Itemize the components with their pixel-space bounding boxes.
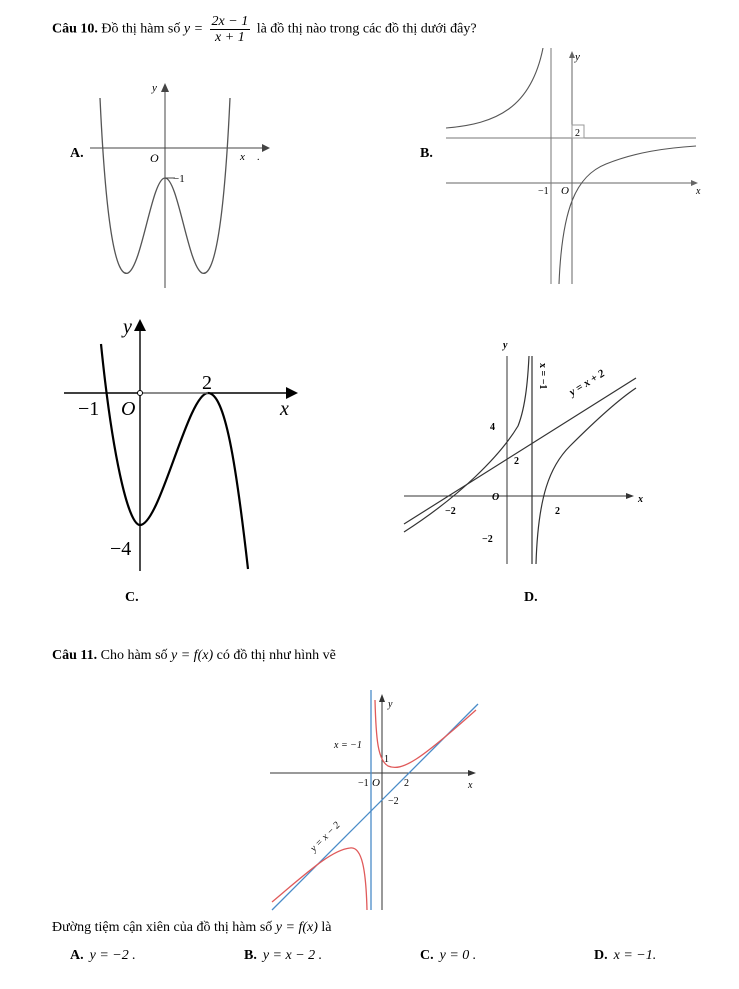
q11-text-before: Cho hàm số — [100, 648, 168, 663]
graph-d-four-label: 4 — [490, 422, 495, 433]
q11-question — [52, 920, 331, 936]
graph-b-right-branch — [559, 146, 696, 284]
graph-c-y-label: y — [123, 316, 132, 338]
graph-d-vertical-asymptote-label: x = −1 — [537, 363, 548, 390]
q11-answer-b-label: B. — [244, 948, 257, 963]
q10-option-b-label: B. — [420, 146, 433, 161]
q11-question-func: y = f(x) — [275, 920, 318, 935]
graph-d-oblique-asymptote — [404, 378, 636, 524]
graph-b-minus-one-label: −1 — [538, 186, 549, 197]
q11-question-end: là — [321, 920, 332, 935]
graph-c-curve — [101, 344, 248, 569]
q11-graph-two-label: 2 — [404, 778, 409, 789]
q10-frac-denominator: x + 1 — [215, 30, 245, 45]
graph-d-oblique-asymptote-label: y = x + 2 — [567, 367, 608, 399]
q11-answer-c[interactable] — [420, 948, 476, 964]
q11-answer-a-label: A. — [70, 948, 84, 963]
q11-number: Câu 11. — [52, 648, 98, 663]
graph-d-origin-label: O — [492, 492, 500, 503]
graph-c-two-label: 2 — [202, 372, 212, 394]
q11-graph-left-branch — [272, 848, 367, 910]
q11-answer-d[interactable] — [594, 948, 656, 964]
graph-d-two-x-label: 2 — [555, 506, 560, 517]
graph-c-origin-dot — [138, 391, 143, 396]
q11-answer-b-value: y = x − 2 . — [262, 948, 323, 963]
graph-d-minus-two-x-label: −2 — [445, 506, 456, 517]
graph-b-two-label: 2 — [575, 128, 580, 139]
q11-text-after: có đồ thị như hình vẽ — [216, 648, 336, 663]
graph-a-x-arrow — [262, 144, 270, 152]
graph-d-x-label: x — [638, 494, 643, 505]
q11-answer-c-value: y = 0 . — [439, 948, 477, 963]
q11-graph-y-label: y — [388, 699, 393, 710]
graph-a-dot: . — [257, 152, 260, 163]
q10-option-a-label: A. — [70, 146, 84, 161]
q11-graph-minus-two-label: −2 — [388, 796, 399, 807]
q11-answer-b[interactable] — [244, 948, 322, 964]
q10-option-c-label: C. — [125, 590, 139, 605]
graph-c-y-arrow — [134, 319, 146, 331]
q11-func: y = f(x) — [171, 648, 214, 663]
graph-d-y-label: y — [503, 340, 508, 351]
q10-frac-numerator: 2x − 1 — [211, 14, 249, 29]
q10-graph-c — [60, 313, 310, 575]
q11-answer-a-value: y = −2 . — [89, 948, 136, 963]
graph-a-y-arrow — [161, 83, 169, 92]
q10-graph-b — [446, 48, 706, 286]
q10-text-before: Đồ thị hàm số — [101, 21, 181, 37]
graph-b-left-branch — [446, 48, 543, 128]
q11-graph-one-label: 1 — [384, 754, 389, 765]
graph-c-minus-four-label: −4 — [110, 538, 132, 560]
graph-c-origin-label: O — [121, 398, 136, 420]
graph-d-x-arrow — [626, 493, 634, 499]
q11-statement — [52, 648, 336, 664]
graph-b-x-label: x — [696, 186, 701, 197]
graph-a-x-label: x — [240, 151, 245, 163]
graph-b-y-label: y — [575, 51, 580, 63]
q10-text-after: là đồ thị nào trong các đồ thị dưới đây? — [256, 21, 477, 37]
q11-answer-d-value: x = −1. — [613, 948, 657, 963]
q11-graph — [270, 690, 485, 912]
q11-graph-vertical-asymptote-label: x = −1 — [334, 740, 362, 751]
q10-func-lhs: y = — [183, 21, 204, 37]
q11-question-text: Đường tiệm cận xiên của đồ thị hàm số — [52, 920, 273, 935]
q10-fraction — [210, 14, 251, 45]
graph-a-tick-label: −1 — [173, 173, 185, 185]
graph-d-two-y-label: 2 — [514, 456, 519, 467]
q11-graph-x-arrow — [468, 770, 476, 776]
q10-graph-d — [400, 336, 650, 570]
graph-d-left-branch — [404, 356, 529, 532]
q11-graph-x-label: x — [468, 780, 473, 791]
graph-a-origin-label: O — [150, 151, 159, 165]
q11-answer-c-label: C. — [420, 948, 434, 963]
graph-d-minus-two-y-label: −2 — [482, 534, 493, 545]
graph-d-right-branch — [536, 388, 636, 564]
graph-c-x-label: x — [280, 398, 289, 420]
q10-graph-a — [90, 78, 275, 293]
q11-graph-oblique-asymptote-label: y = x − 2 — [308, 819, 343, 855]
q11-graph-y-arrow — [379, 694, 385, 702]
graph-b-origin-label: O — [561, 185, 569, 197]
q10-number: Câu 10. — [52, 21, 98, 37]
graph-a-y-label: y — [152, 82, 157, 94]
q10-statement — [52, 14, 477, 45]
q10-option-d-label: D. — [524, 590, 538, 605]
q11-answer-a[interactable] — [70, 948, 136, 964]
q11-answer-d-label: D. — [594, 948, 608, 963]
q11-graph-origin-label: O — [372, 777, 380, 789]
graph-c-minus-one-label: −1 — [78, 398, 100, 420]
q11-graph-minus-one-label: −1 — [358, 778, 369, 789]
